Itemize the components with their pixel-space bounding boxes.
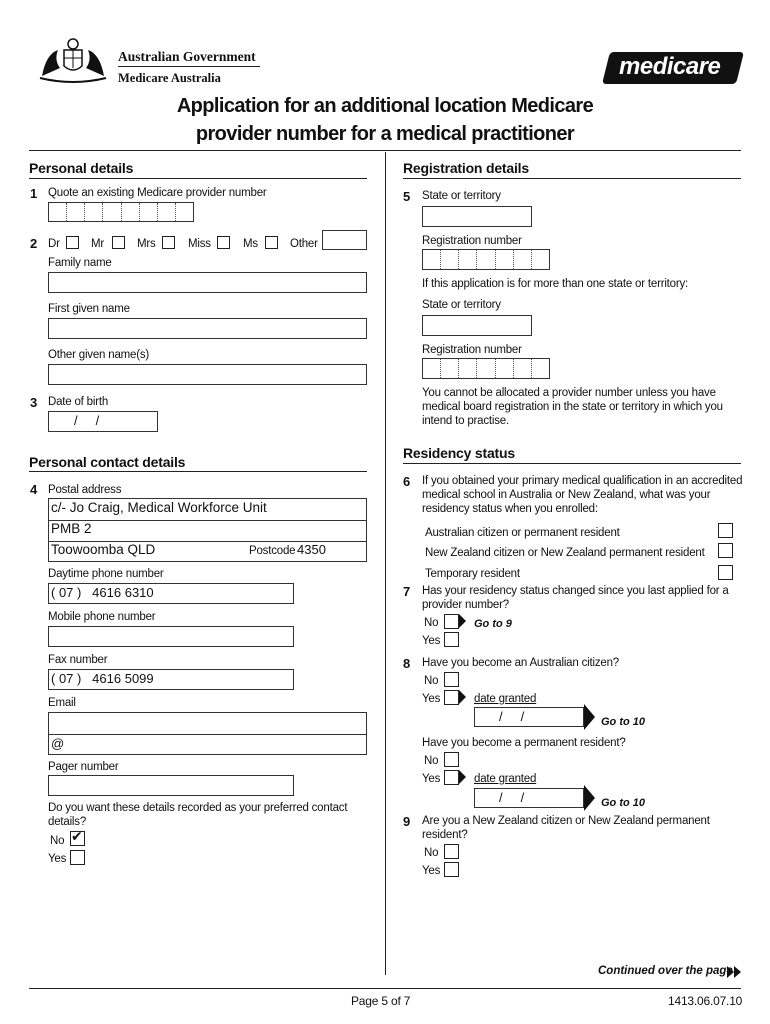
email-label: Email [48,697,76,709]
dob-slashes: / / [74,413,100,428]
page-number: Page 5 of 7 [351,994,411,1008]
q1-number: 1 [30,186,38,201]
dob-label: Date of birth [48,396,109,408]
q8b-date-arrow-icon [584,785,595,811]
q8b-date-granted-label: date granted [474,773,537,785]
q8-goto-10: Go to 10 [601,716,646,728]
fax-value: ( 07 ) 4616 5099 [51,671,154,686]
dob-input[interactable] [48,411,158,432]
q8b-goto-10: Go to 10 [601,797,646,809]
more-than-one-state-text: If this application is for more than one state or territory: [422,278,689,290]
title-dr-checkbox[interactable] [66,236,79,249]
form-title-line2: provider number for a medical practitioner [195,123,575,145]
q4-number: 4 [30,482,38,497]
registration-heading: Registration details [403,160,529,176]
q9-no-checkbox[interactable] [444,844,459,859]
footer-rule [29,988,741,989]
registration-number-label: Registration number [422,235,522,247]
column-divider [385,152,386,975]
q8b-yes-arrow-icon [459,770,466,784]
q8-no-label: No [424,675,439,687]
q7-line2: provider number? [422,599,509,611]
contact-heading: Personal contact details [29,454,186,470]
personal-details-heading: Personal details [29,160,134,176]
q8b-date-slashes: / / [499,790,525,805]
q7-yes-checkbox[interactable] [444,632,459,647]
mobile-phone-label: Mobile phone number [48,611,156,623]
q8b-no-label: No [424,755,439,767]
q8b-yes-checkbox[interactable] [444,770,459,785]
medicare-logo-text: medicare [619,53,721,80]
registration-number-label-2: Registration number [422,344,522,356]
q8b-no-checkbox[interactable] [444,752,459,767]
postal-address-label: Postal address [48,484,122,496]
state-label: State or territory [422,190,501,202]
pager-input[interactable] [48,775,294,796]
continue-arrow-icon-2 [734,966,741,978]
q8b-date-input[interactable] [474,788,584,808]
q8-yes-checkbox[interactable] [444,690,459,705]
residency-opt-australian-checkbox[interactable] [718,523,733,538]
q8-no-checkbox[interactable] [444,672,459,687]
registration-note-line2: medical board registration in the state or territory in which you [422,401,723,413]
first-given-name-label: First given name [48,303,130,315]
q8-date-slashes: / / [499,709,525,724]
agency-name: Medicare Australia [118,71,221,85]
state-label-2: State or territory [422,299,501,311]
other-given-names-label: Other given name(s) [48,349,150,361]
gov-name: Australian Government [118,49,256,64]
family-name-label: Family name [48,257,112,269]
q9-line1: Are you a New Zealand citizen or New Zealand permanent [422,815,710,827]
mobile-phone-input[interactable] [48,626,294,647]
q8b-yes-label: Yes [422,773,441,785]
title-mrs-checkbox[interactable] [162,236,175,249]
q7-no-checkbox[interactable] [444,614,459,629]
q2-number: 2 [30,236,38,251]
daytime-phone-label: Daytime phone number [48,568,164,580]
q1-label: Quote an existing Medicare provider number [48,187,267,199]
q6-number: 6 [403,474,411,489]
address-line1: c/- Jo Craig, Medical Workforce Unit [51,500,267,515]
q8-yes-label: Yes [422,693,441,705]
q3-number: 3 [30,395,38,410]
title-miss-checkbox[interactable] [217,236,230,249]
q7-number: 7 [403,584,411,599]
contact-rule [29,471,367,472]
email-at: @ [51,736,65,751]
q5-number: 5 [403,189,411,204]
registration-rule [403,178,741,179]
title-ms-checkbox[interactable] [265,236,278,249]
q6-line3: residency status when you enrolled: [422,503,598,515]
title-dr-label: Dr [48,238,60,250]
title-mr-checkbox[interactable] [112,236,125,249]
daytime-phone-value: ( 07 ) 4616 6310 [51,585,154,600]
postcode-value: 4350 [297,542,326,557]
title-other-input[interactable] [322,230,367,250]
q8-date-arrow-icon [584,704,595,730]
q9-no-label: No [424,847,439,859]
q7-no-label: No [424,617,439,629]
continued-over-page: Continued over the page [598,965,733,977]
preferred-yes-checkbox[interactable] [70,850,85,865]
title-rule [29,150,741,151]
preferred-contact-question-line1: Do you want these details recorded as your preferred contact [48,802,348,814]
residency-opt-temporary-label: Temporary resident [425,568,520,580]
q9-yes-checkbox[interactable] [444,862,459,877]
registration-note-line3: intend to practise. [422,415,509,427]
q8-date-granted-label: date granted [474,693,537,705]
title-other-label: Other [290,238,318,250]
fax-label: Fax number [48,654,108,666]
q6-line2: medical school in Australia or New Zealand, what was your [422,489,711,501]
residency-heading: Residency status [403,445,515,461]
title-mr-label: Mr [91,238,105,250]
q7-goto-9: Go to 9 [474,618,512,630]
other-given-names-input[interactable] [48,364,367,385]
address-line2: PMB 2 [51,521,92,536]
residency-opt-nz-label: New Zealand citizen or New Zealand permanent resident [425,547,705,559]
postcode-label: Postcode [249,545,296,557]
preferred-yes-label: Yes [48,853,67,865]
email-input[interactable] [48,712,367,755]
family-name-input[interactable] [48,272,367,293]
gov-divider [118,66,260,67]
q8-number: 8 [403,656,411,671]
q9-yes-label: Yes [422,865,441,877]
q8b-label: Have you become a permanent resident? [422,737,626,749]
residency-rule [403,463,741,464]
form-code: 1413.06.07.10 [668,994,743,1008]
title-mrs-label: Mrs [137,238,156,250]
preferred-no-label: No [50,835,65,847]
residency-opt-temporary-checkbox[interactable] [718,565,733,580]
personal-details-rule [29,178,367,179]
q9-line2: resident? [422,829,468,841]
q7-no-arrow-icon [459,614,466,628]
registration-number-input-2[interactable] [422,358,550,379]
q7-line1: Has your residency status changed since you last applied for a [422,585,729,597]
residency-opt-nz-checkbox[interactable] [718,543,733,558]
coat-of-arms-icon [34,36,112,84]
state-input-2[interactable] [422,315,532,336]
title-miss-label: Miss [188,238,211,250]
first-given-name-input[interactable] [48,318,367,339]
residency-opt-australian-label: Australian citizen or permanent resident [425,527,620,539]
q8-date-input[interactable] [474,707,584,727]
state-input[interactable] [422,206,532,227]
q7-yes-label: Yes [422,635,441,647]
registration-note-line1: You cannot be allocated a provider number unless you have [422,387,716,399]
continue-arrow-icon-1 [727,966,734,978]
q8-yes-arrow-icon [459,690,466,704]
address-line3: Toowoomba QLD [51,542,156,557]
q6-line1: If you obtained your primary medical qualification in an accredited [422,475,743,487]
pager-label: Pager number [48,761,119,773]
q9-number: 9 [403,814,411,829]
preferred-contact-question-line2: details? [48,816,87,828]
provider-number-input[interactable] [48,202,194,222]
form-title-line1: Application for an additional location Medicare [176,95,594,117]
check-icon: ✔ [71,829,83,845]
q8-label: Have you become an Australian citizen? [422,657,619,669]
title-ms-label: Ms [243,238,258,250]
registration-number-input[interactable] [422,249,550,270]
